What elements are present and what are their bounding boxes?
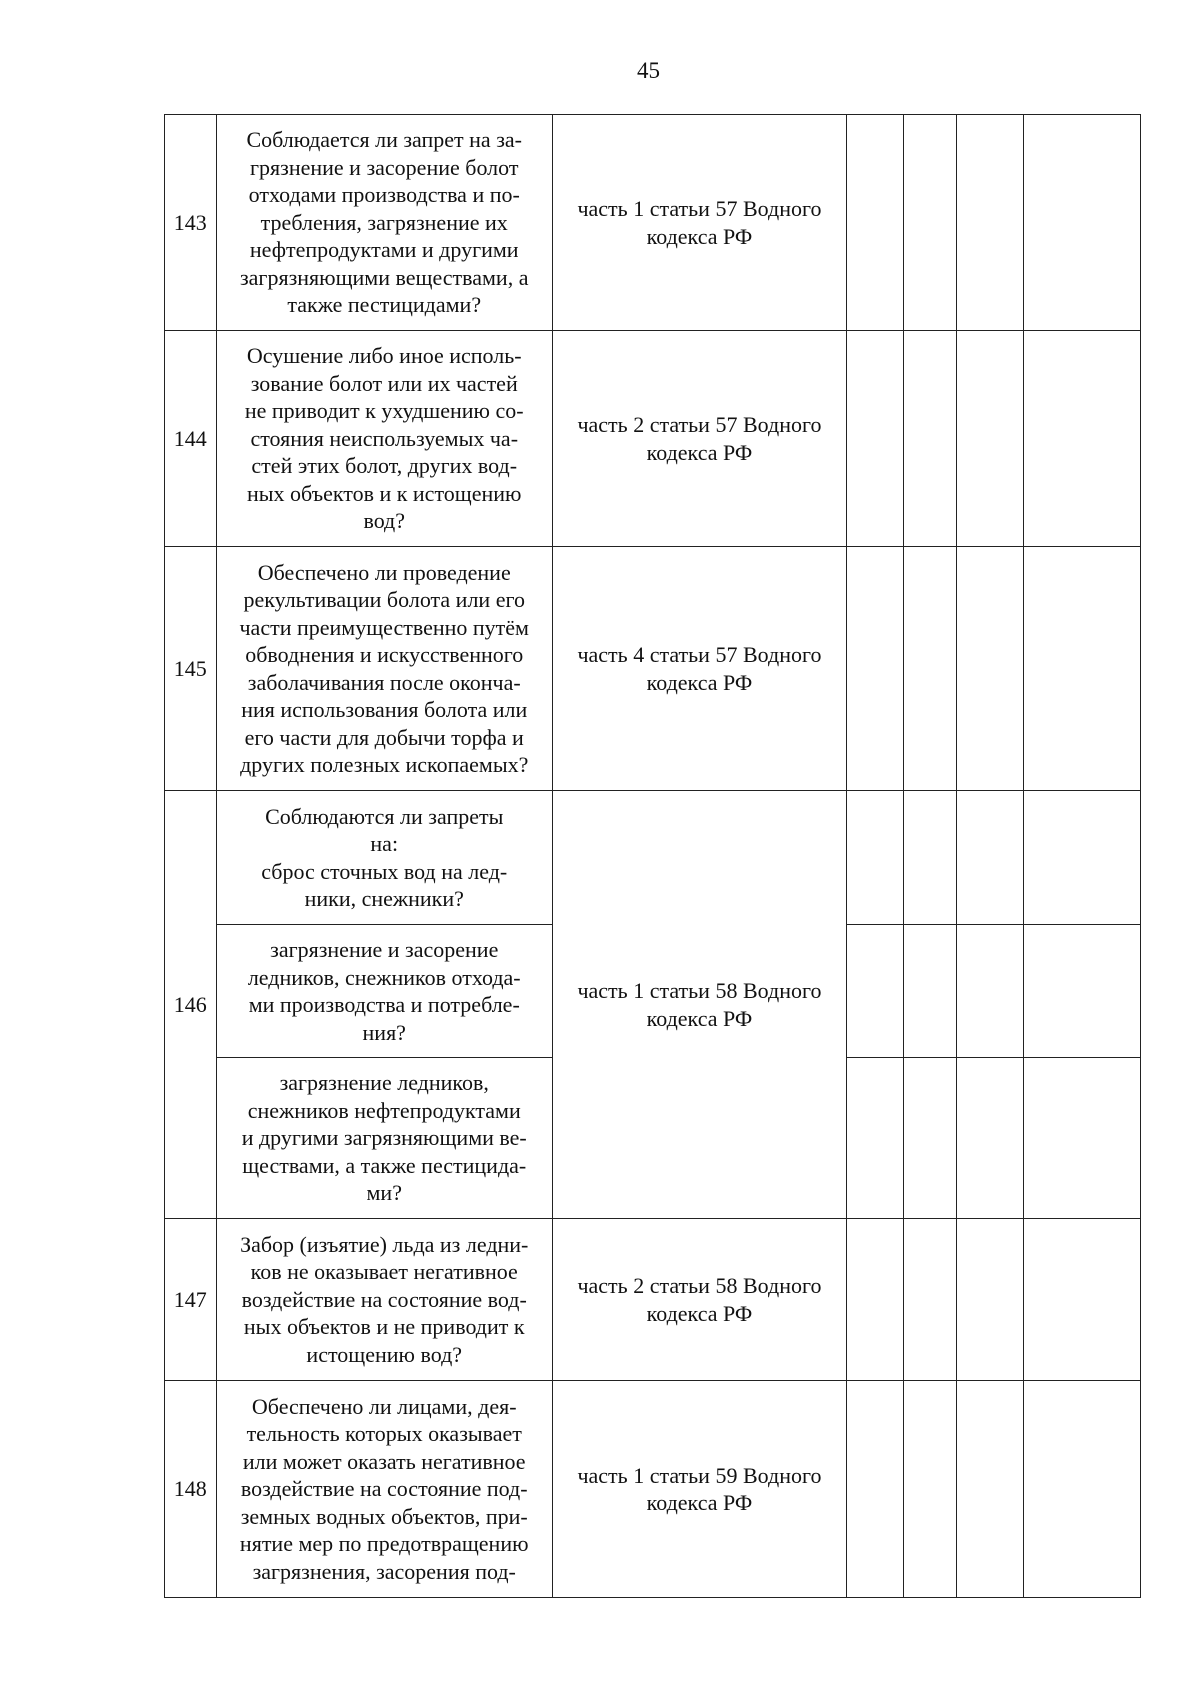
subquestion-cell bbox=[216, 925, 552, 1058]
answer-no-cell[interactable] bbox=[903, 925, 957, 1058]
question-text: Осушение либо иное исполь- зование болот или их частей не приводит к ухудшению со- стояния неиспользуемых ча- стей этих болот, других вод- ных объектов и к истощению вод? bbox=[244, 343, 524, 534]
answer-no-cell[interactable] bbox=[903, 791, 957, 925]
row-number: 146 bbox=[165, 791, 217, 1219]
row-number: 147 bbox=[165, 1219, 217, 1381]
answer-na-cell[interactable] bbox=[957, 547, 1024, 791]
question-text: Обеспечено ли проведение рекультивации болота или его части преимущественно путём обводнения и искусственного заболачивания после оконча- ния использования болота или его части для добычи торфа и других полезных ископаемых? bbox=[239, 559, 529, 777]
answer-na-cell[interactable] bbox=[957, 1381, 1024, 1598]
subquestion-text: загрязнение ледников, снежников нефтепродуктами и другими загрязняющими ве- ществами, а также пестицида- ми? bbox=[241, 1070, 527, 1206]
legal-basis-cell bbox=[552, 115, 846, 331]
answer-yes-cell[interactable] bbox=[846, 547, 903, 791]
subquestion-cell bbox=[216, 1058, 552, 1219]
table-row bbox=[165, 1381, 1141, 1598]
page-number: 45 bbox=[637, 58, 660, 83]
question-cell bbox=[216, 1381, 552, 1598]
legal-basis-text: часть 4 статьи 57 Водного кодекса РФ bbox=[577, 642, 822, 695]
note-cell[interactable] bbox=[1023, 1219, 1140, 1381]
note-cell[interactable] bbox=[1023, 1381, 1140, 1598]
subquestion-text: загрязнение и засорение ледников, снежников отхода- ми производства и потребле- ния? bbox=[247, 937, 521, 1045]
answer-yes-cell[interactable] bbox=[846, 1058, 903, 1219]
table-row bbox=[165, 331, 1141, 547]
answer-yes-cell[interactable] bbox=[846, 331, 903, 547]
answer-na-cell[interactable] bbox=[957, 791, 1024, 925]
legal-basis-cell bbox=[552, 1381, 846, 1598]
answer-na-cell[interactable] bbox=[957, 1058, 1024, 1219]
row-number: 148 bbox=[165, 1381, 217, 1598]
answer-no-cell[interactable] bbox=[903, 115, 957, 331]
answer-no-cell[interactable] bbox=[903, 1219, 957, 1381]
answer-na-cell[interactable] bbox=[957, 115, 1024, 331]
question-text: Забор (изъятие) льда из ледни- ков не оказывает негативное воздействие на состояние вод- ных объектов и не приводит к истощению вод? bbox=[240, 1231, 529, 1367]
question-cell bbox=[216, 331, 552, 547]
question-text: Обеспечено ли лицами, дея- тельность которых оказывает или может оказать негативное воздействие на состояние под- земных водных объектов, при- нятие мер по предотвращению загрязнения, засорения под- bbox=[239, 1393, 529, 1584]
legal-basis-cell bbox=[552, 547, 846, 791]
answer-yes-cell[interactable] bbox=[846, 791, 903, 925]
legal-basis-text: часть 2 статьи 57 Водного кодекса РФ bbox=[577, 412, 822, 465]
note-cell[interactable] bbox=[1023, 547, 1140, 791]
table-row bbox=[165, 547, 1141, 791]
legal-basis-text: часть 2 статьи 58 Водного кодекса РФ bbox=[577, 1273, 822, 1326]
answer-yes-cell[interactable] bbox=[846, 925, 903, 1058]
answer-no-cell[interactable] bbox=[903, 547, 957, 791]
table-row bbox=[165, 115, 1141, 331]
table-row bbox=[165, 791, 1141, 925]
legal-basis-text: часть 1 статьи 58 Водного кодекса РФ bbox=[577, 978, 822, 1031]
row-number: 143 bbox=[165, 115, 217, 331]
answer-no-cell[interactable] bbox=[903, 1381, 957, 1598]
answer-na-cell[interactable] bbox=[957, 925, 1024, 1058]
question-cell bbox=[216, 547, 552, 791]
note-cell[interactable] bbox=[1023, 925, 1140, 1058]
legal-basis-text: часть 1 статьи 59 Водного кодекса РФ bbox=[577, 1462, 822, 1515]
legal-basis-cell bbox=[552, 791, 846, 1219]
question-text: Соблюдается ли запрет на за- грязнение и засорение болот отходами производства и по- требления, загрязнение их нефтепродуктами и другими загрязняющими веществами, а также пестицидами? bbox=[239, 127, 529, 318]
legal-basis-cell bbox=[552, 331, 846, 547]
row-number: 144 bbox=[165, 331, 217, 547]
answer-na-cell[interactable] bbox=[957, 331, 1024, 547]
answer-no-cell[interactable] bbox=[903, 1058, 957, 1219]
answer-yes-cell[interactable] bbox=[846, 1381, 903, 1598]
row-number: 145 bbox=[165, 547, 217, 791]
subquestion-text: Соблюдаются ли запреты на: сброс сточных вод на лед- ники, снежники? bbox=[261, 803, 508, 911]
answer-yes-cell[interactable] bbox=[846, 1219, 903, 1381]
note-cell[interactable] bbox=[1023, 331, 1140, 547]
note-cell[interactable] bbox=[1023, 791, 1140, 925]
subquestion-cell bbox=[216, 791, 552, 925]
question-cell bbox=[216, 115, 552, 331]
answer-na-cell[interactable] bbox=[957, 1219, 1024, 1381]
answer-no-cell[interactable] bbox=[903, 331, 957, 547]
answer-yes-cell[interactable] bbox=[846, 115, 903, 331]
note-cell[interactable] bbox=[1023, 115, 1140, 331]
table-row bbox=[165, 1219, 1141, 1381]
note-cell[interactable] bbox=[1023, 1058, 1140, 1219]
checklist-table bbox=[164, 114, 1141, 1598]
question-cell bbox=[216, 1219, 552, 1381]
legal-basis-cell bbox=[552, 1219, 846, 1381]
legal-basis-text: часть 1 статьи 57 Водного кодекса РФ bbox=[577, 196, 822, 249]
